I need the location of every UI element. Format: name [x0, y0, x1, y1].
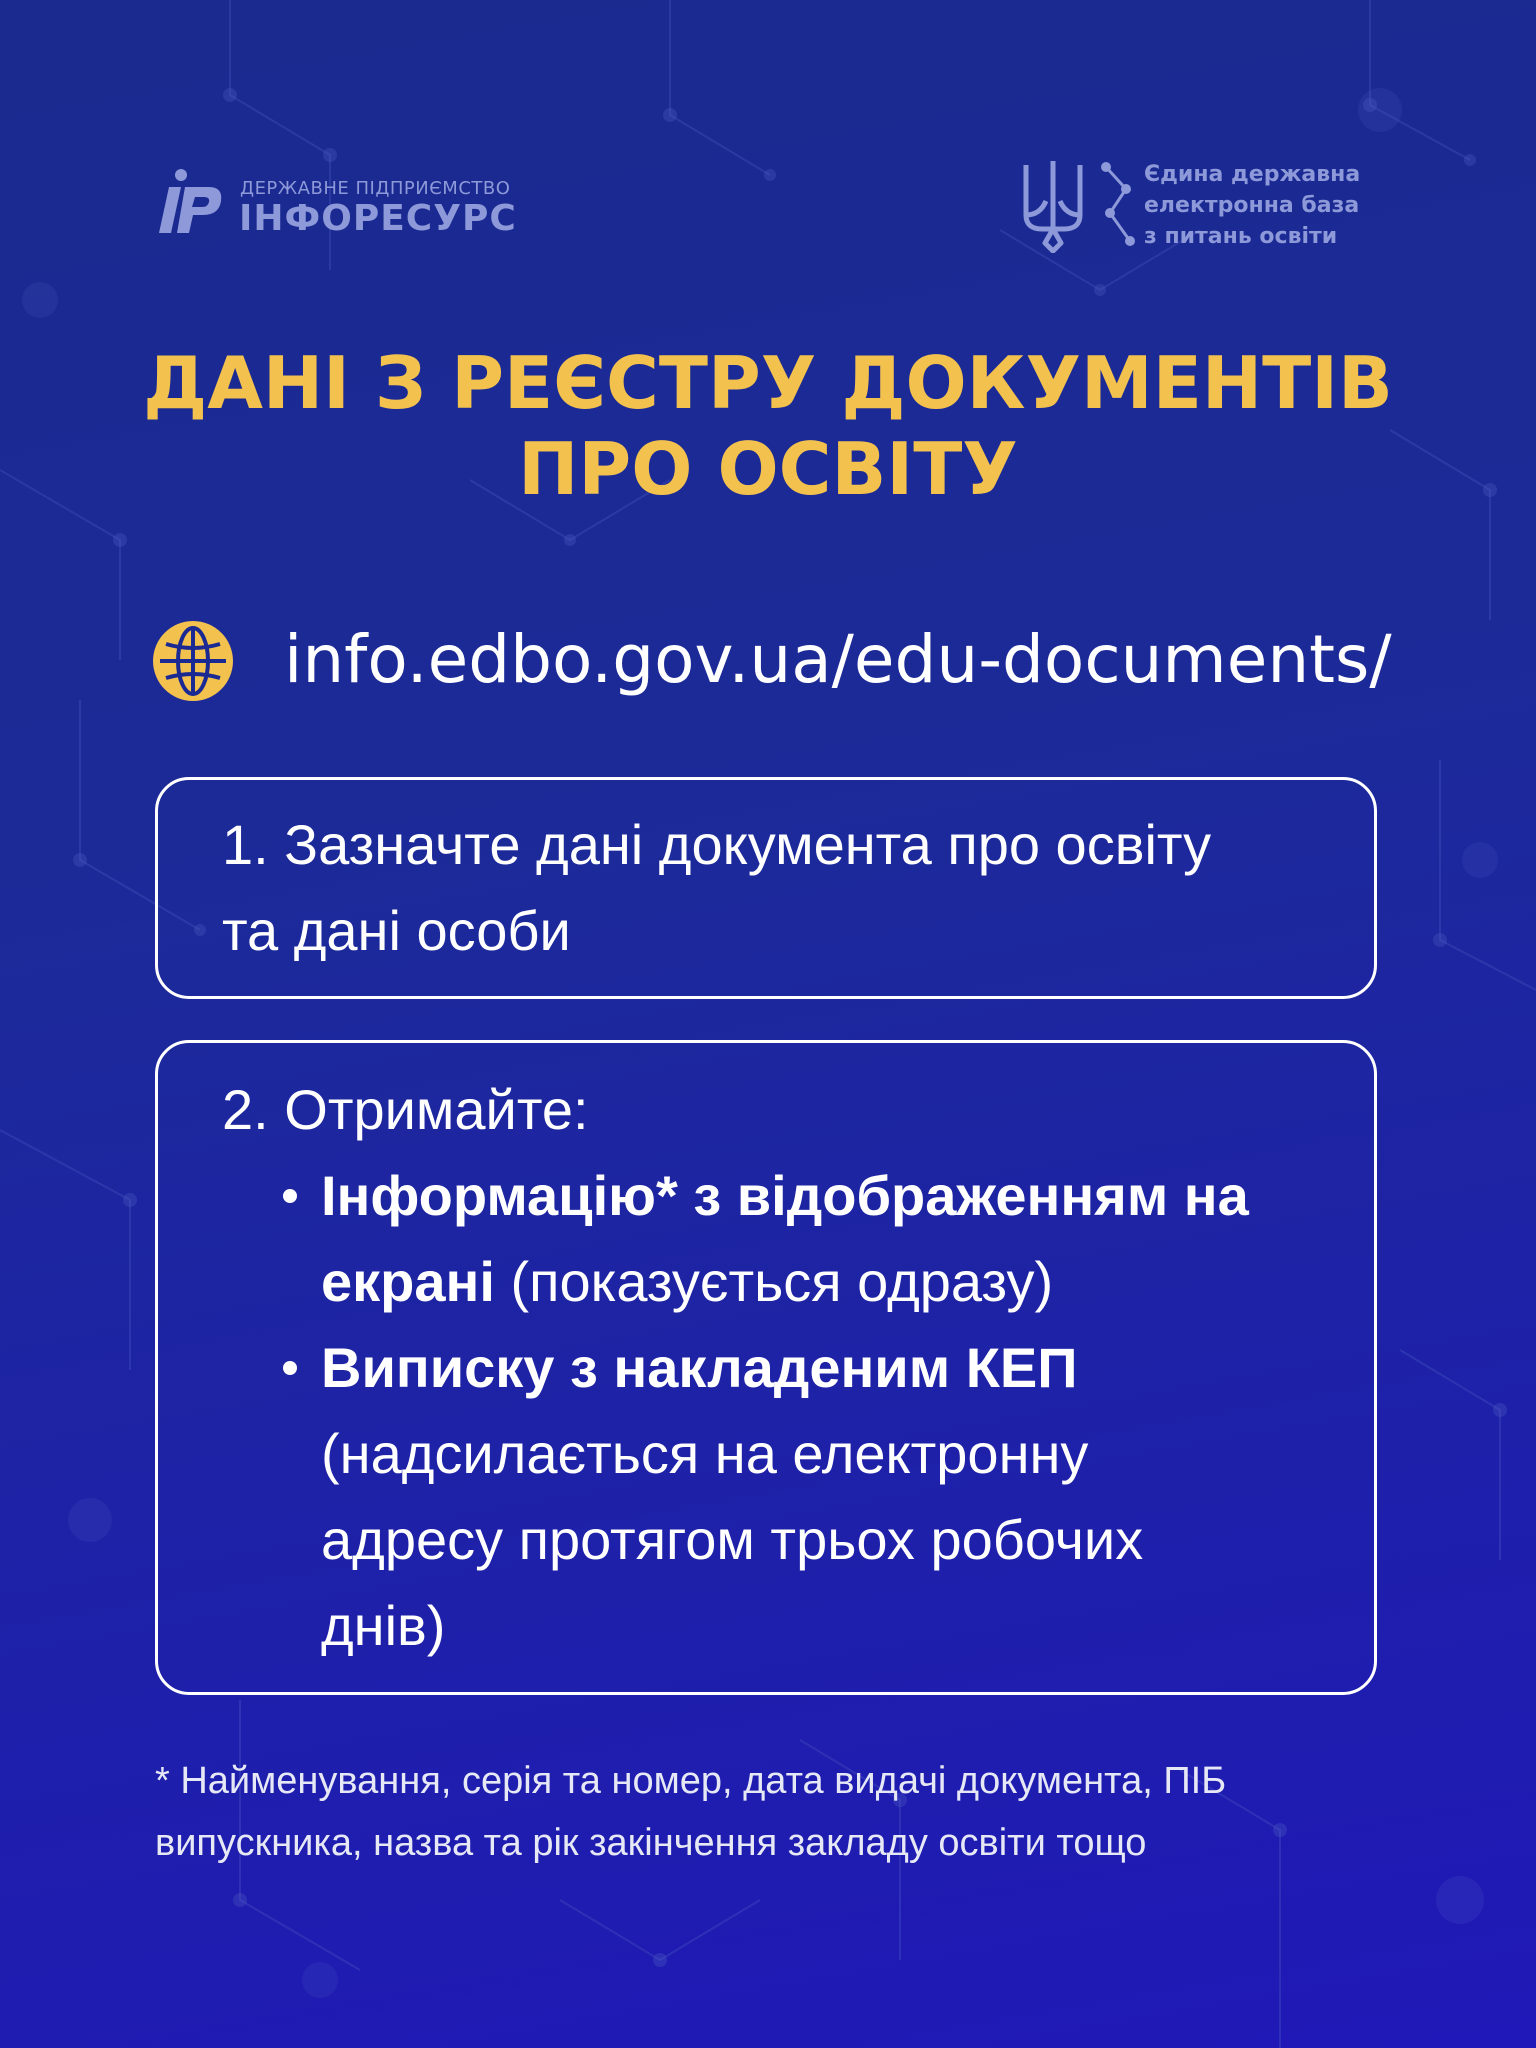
ip-monogram-icon	[155, 167, 225, 237]
edbo-name-line: Єдина державна	[1144, 162, 1361, 187]
website-link-row[interactable]	[152, 615, 1412, 705]
bullet-1-bold-line: Інформацію* з відображенням на	[321, 1164, 1249, 1227]
bullet-1-second-line	[321, 1239, 1343, 1325]
edbo-name-line: з питань освіти	[1144, 224, 1338, 249]
list-item	[283, 1153, 1343, 1325]
globe-icon	[152, 620, 234, 702]
bullet-2-line: адресу протягом трьох робочих	[321, 1508, 1144, 1571]
step-1-line: 1. Зазначте дані документа про освіту	[222, 813, 1212, 876]
bullet-1-note: (показується одразу)	[494, 1250, 1054, 1313]
infor-resurs-logo	[155, 165, 515, 241]
bullet-2-bold-line: Виписку з накладеним КЕП	[321, 1336, 1078, 1399]
edbo-name	[1144, 159, 1360, 252]
step-1-text	[222, 802, 1322, 974]
step-2-card	[155, 1040, 1377, 1695]
title-line: ПРО ОСВІТУ	[518, 427, 1018, 511]
company-subtitle: ДЕРЖАВНЕ ПІДПРИЄМСТВО	[240, 178, 511, 199]
footnote	[155, 1750, 1395, 1874]
bullet-2-line: (надсилається на електронну	[321, 1422, 1089, 1485]
title-line: ДАНІ З РЕЄСТРУ ДОКУМЕНТІВ	[143, 341, 1393, 425]
footnote-line: * Найменування, серія та номер, дата видачі документа, ПІБ	[155, 1760, 1227, 1802]
step-2-list	[283, 1153, 1343, 1669]
trident-icon	[1020, 157, 1086, 253]
edbo-name-line: електронна база	[1144, 193, 1360, 218]
website-url[interactable]: info.edbo.gov.ua/edu-documents/	[284, 621, 1392, 698]
bullet-1-bold-word: екрані	[321, 1250, 495, 1313]
edbo-logo	[1020, 155, 1420, 255]
footnote-line: випускника, назва та рік закінчення закладу освіти тощо	[155, 1822, 1147, 1864]
step-1-line: та дані особи	[222, 899, 571, 962]
step-1-card	[155, 777, 1377, 999]
step-2-heading: 2. Отримайте:	[222, 1078, 589, 1141]
list-item	[283, 1325, 1343, 1669]
bullet-2-line: днів)	[321, 1594, 446, 1657]
page-title	[0, 340, 1536, 512]
company-name: ІНФОРЕСУРС	[239, 198, 517, 239]
constellation-icon	[1096, 159, 1146, 249]
